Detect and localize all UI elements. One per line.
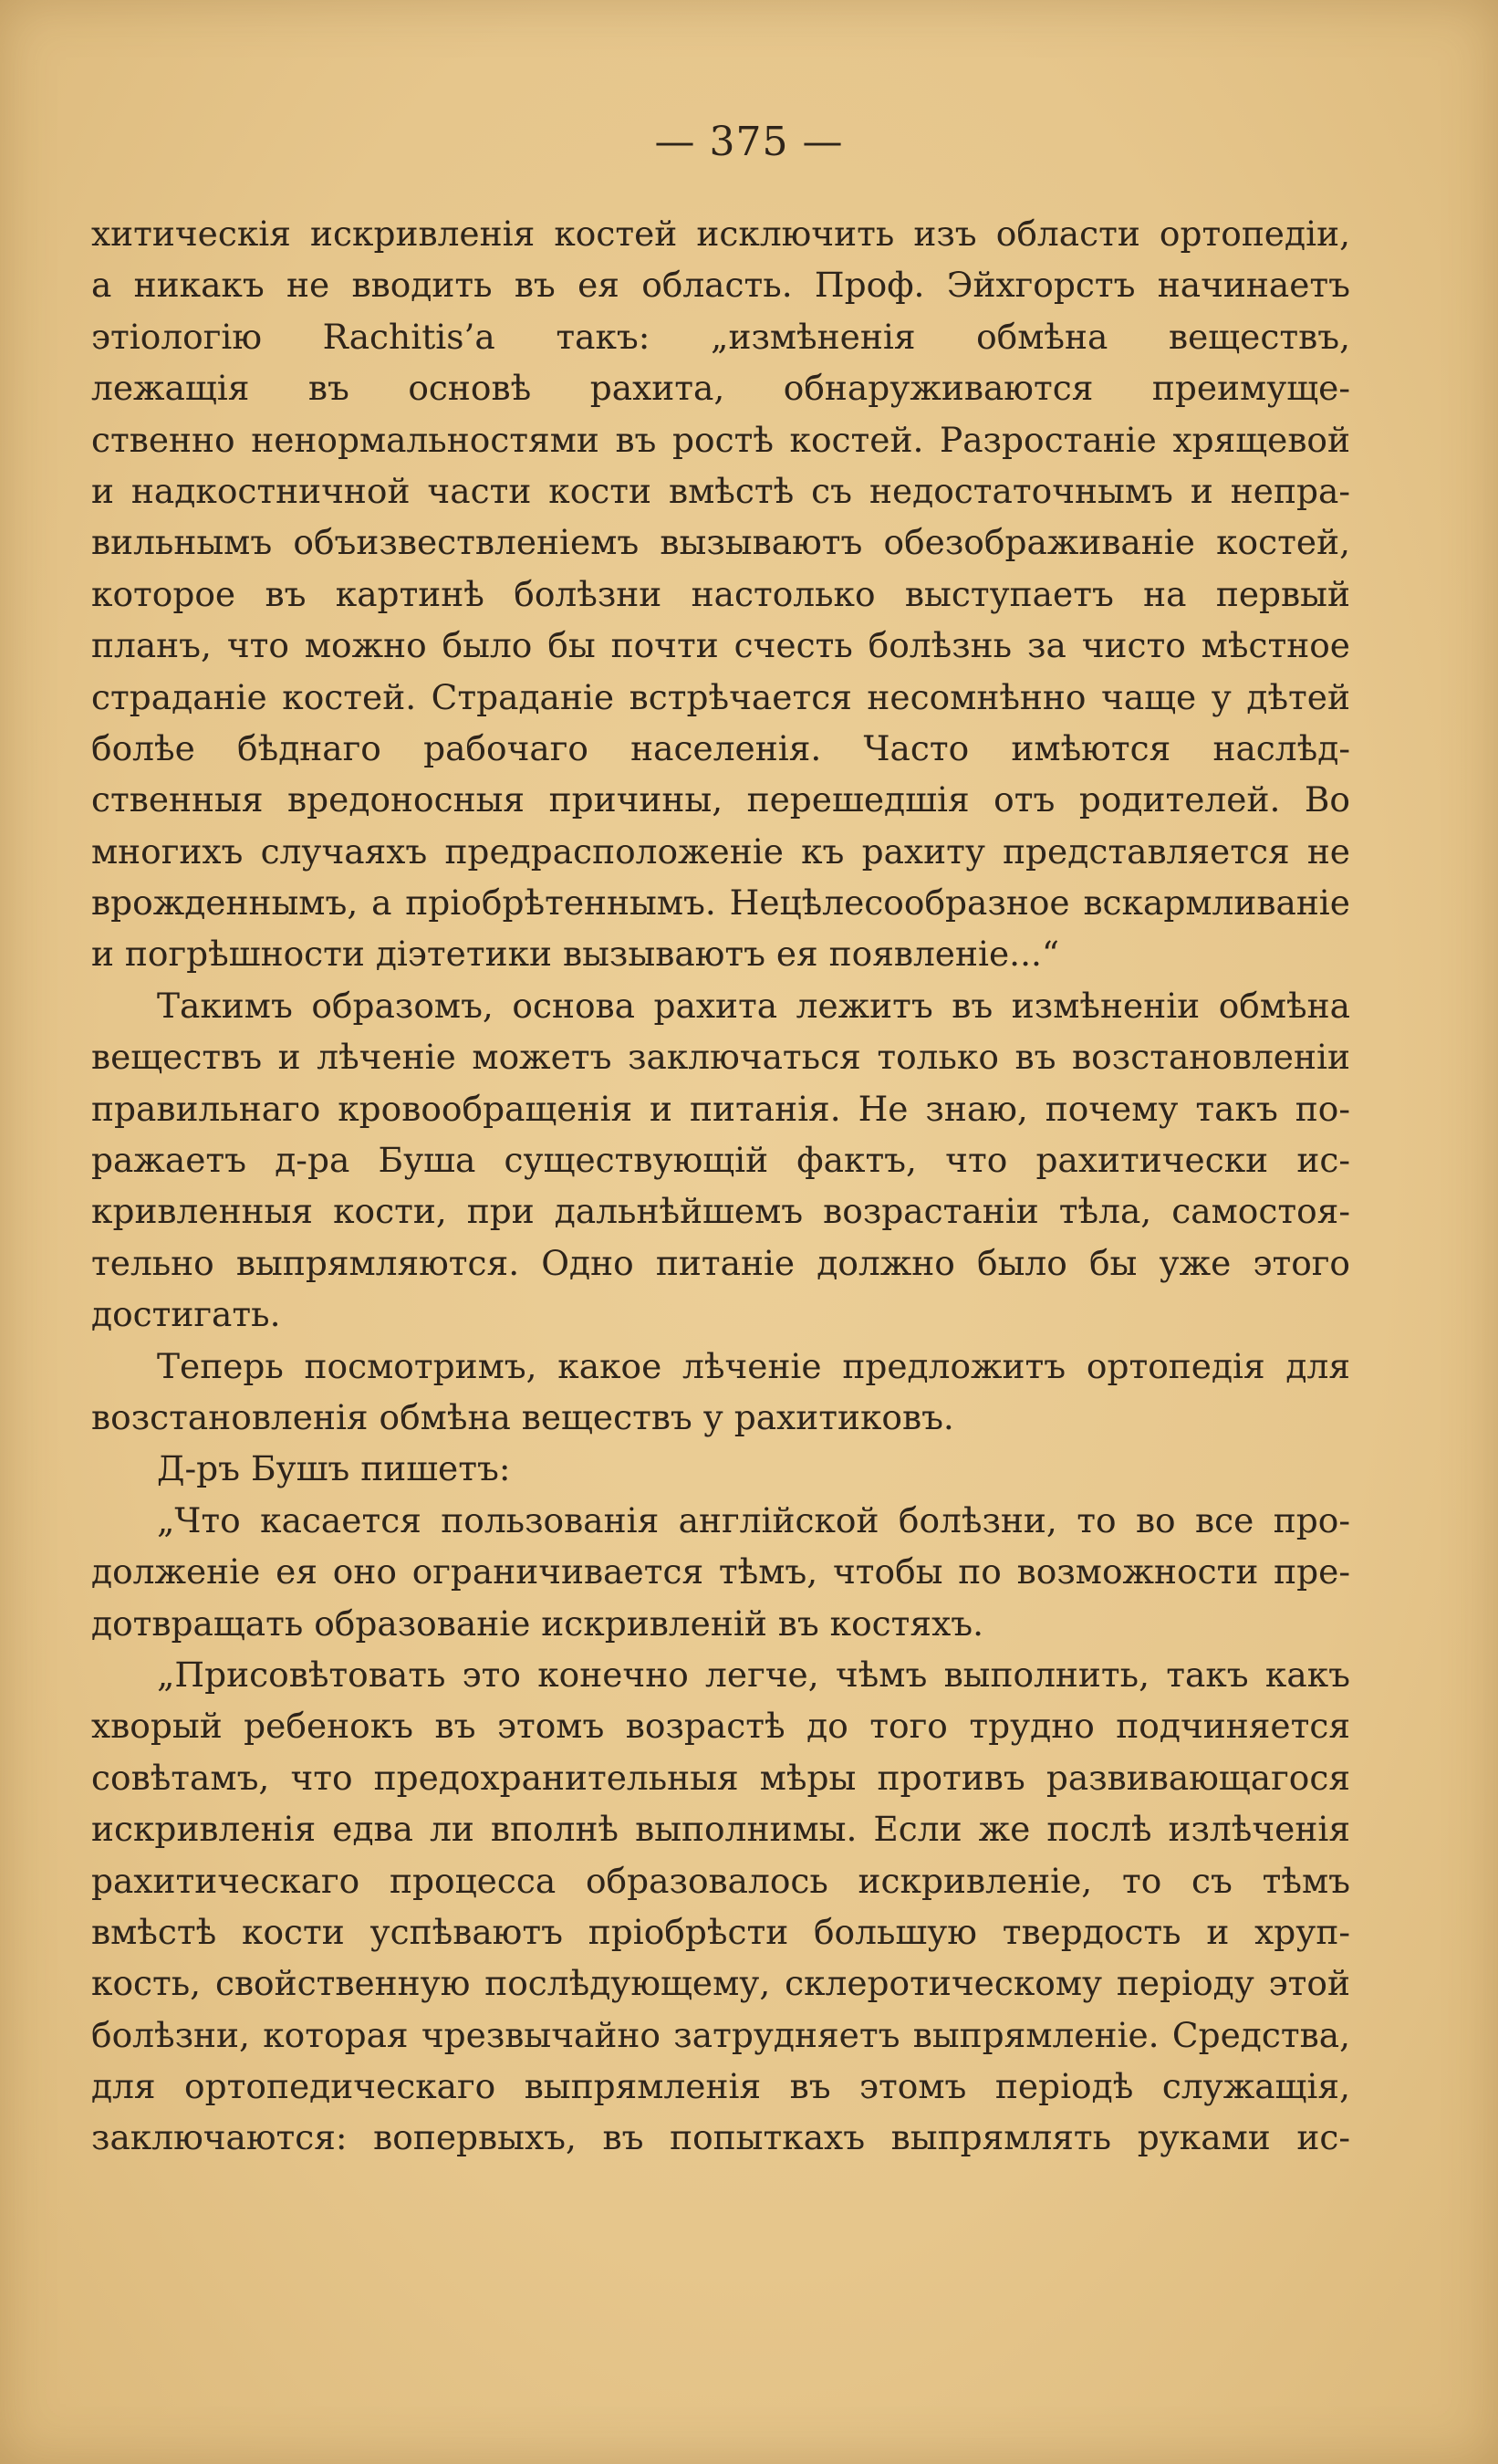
text-line: возстановленія обмѣна веществъ у рахитиковъ. bbox=[91, 1396, 954, 1437]
text-line: врожденнымъ, а пріобрѣтеннымъ. Нецѣлесообразное вскармливаніе bbox=[91, 882, 1350, 924]
text-line: Теперь посмотримъ, какое лѣченіе предложитъ ортопедія для bbox=[157, 1345, 1350, 1386]
text-line: и надкостничной части кости вмѣстѣ съ недостаточнымъ и непра- bbox=[91, 470, 1350, 511]
text-line: правильнаго кровообращенія и питанія. Не знаю, почему такъ по- bbox=[91, 1088, 1350, 1129]
text-line: Д-ръ Бушъ пишетъ: bbox=[157, 1448, 511, 1489]
text-line: совѣтамъ, что предохранительныя мѣры противъ развивающагося bbox=[91, 1757, 1350, 1798]
text-line: для ортопедическаго выпрямленія въ этомъ періодѣ служащія, bbox=[91, 2066, 1350, 2107]
text-line: достигать. bbox=[91, 1294, 281, 1335]
text-line: ственныя вредоносныя причины, перешедшія отъ родителей. Во bbox=[91, 779, 1350, 820]
text-line: болѣе бѣднаго рабочаго населенія. Часто имѣются наслѣд- bbox=[91, 727, 1350, 768]
text-line: страданіе костей. Страданіе встрѣчается несомнѣнно чаще у дѣтей bbox=[91, 676, 1350, 717]
text-line: кость, свойственную послѣдующему, склеротическому періоду этой bbox=[91, 1963, 1350, 2004]
text-line: болѣзни, которая чрезвычайно затрудняетъ выпрямленіе. Средства, bbox=[91, 2014, 1350, 2055]
text-line: дотвращать образованіе искривленій въ костяхъ. bbox=[91, 1603, 984, 1644]
text-line: веществъ и лѣченіе можетъ заключаться только въ возстановленіи bbox=[91, 1037, 1350, 1078]
text-line: тельно выпрямляются. Одно питаніе должно было бы уже этого bbox=[91, 1242, 1350, 1283]
text-line: „Присовѣтовать это конечно легче, чѣмъ выполнить, такъ какъ bbox=[157, 1654, 1350, 1695]
text-line: лежащія въ основѣ рахита, обнаруживаются преимуще- bbox=[91, 368, 1350, 409]
text-line: кривленныя кости, при дальнѣйшемъ возрастаніи тѣла, самостоя- bbox=[91, 1191, 1350, 1232]
text-line: долженіе ея оно ограничивается тѣмъ, чтобы по возможности пре- bbox=[91, 1551, 1350, 1592]
text-line: многихъ случаяхъ предрасположеніе къ рахиту представляется не bbox=[91, 830, 1350, 872]
text-line: хитическія искривленія костей исключить изъ области ортопедіи, bbox=[91, 214, 1350, 254]
text-line: ражаетъ д-ра Буша существующій фактъ, что рахитически ис- bbox=[91, 1140, 1350, 1181]
body-text bbox=[91, 208, 1350, 2164]
text-line: заключаются: вопервыхъ, въ попыткахъ выпрямлять руками ис- bbox=[91, 2117, 1350, 2158]
text-line: Такимъ образомъ, основа рахита лежитъ въ измѣненіи обмѣна bbox=[157, 985, 1350, 1026]
page-number: — 375 — bbox=[654, 119, 844, 165]
text-line: а никакъ не вводить въ ея область. Проф. Эйхгорстъ начинаетъ bbox=[91, 265, 1350, 306]
text-line: которое въ картинѣ болѣзни настолько выступаетъ на первый bbox=[91, 573, 1350, 614]
text-line: „Что касается пользованія англійской болѣзни, то во все про- bbox=[157, 1499, 1350, 1540]
text-line: рахитическаго процесса образовалось искривленіе, то съ тѣмъ bbox=[91, 1860, 1350, 1901]
text-line: этіологію Rachitis’а такъ: „измѣненія обмѣна веществъ, bbox=[91, 316, 1350, 357]
text-line: искривленія едва ли вполнѣ выполнимы. Если же послѣ излѣченія bbox=[91, 1809, 1350, 1850]
text-line: вмѣстѣ кости успѣваютъ пріобрѣсти большую твердость и хруп- bbox=[91, 1911, 1350, 1952]
text-line: и погрѣшности діэтетики вызываютъ ея появленіе...“ bbox=[91, 934, 1060, 975]
text-line: ственно ненормальностями въ ростѣ костей. Разростаніе хрящевой bbox=[91, 419, 1350, 460]
text-line: планъ, что можно было бы почти счесть болѣзнь за чисто мѣстное bbox=[91, 625, 1350, 666]
text-line: вильнымъ объизвествленіемъ вызываютъ обезображиваніе костей, bbox=[91, 522, 1350, 563]
text-line: хворый ребенокъ въ этомъ возрастѣ до того трудно подчиняется bbox=[91, 1706, 1350, 1747]
